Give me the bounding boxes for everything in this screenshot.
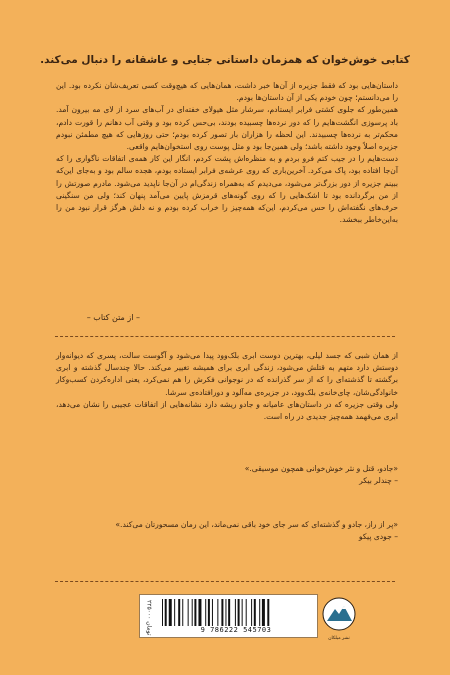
publisher-logo-icon — [322, 597, 356, 637]
tagline: کتابی خوش‌خوان که همزمان داستانی جنایی و عاشقانه را دنبال می‌کند. — [40, 54, 410, 66]
barcode-bars — [160, 599, 312, 626]
book-synopsis — [56, 350, 398, 423]
excerpt-paragraph: همین‌طور که جلوی کشتی فرابر ایستادم، سرشار مثل هیولای خفته‌ای در آب‌های سرد از لای مه بیرون آمد. باد پرسوزی انگشت‌هایم را که دور نرده‌ها چسبیده بودند، بی‌حس کرده بود و وقتی آب دهانم را قورت دادم، محکم‌تر به نرده‌ها چسبیدند. این لحظه را هزاران بار تصور کرده بودم؛ حتی روزهایی که هیچ مطمئن نبودم جزیره اصلاً وجود داشته باشد؛ ولی همین‌جا بود و مثل پوست روی استخوان‌هایم واقعی. — [56, 105, 398, 152]
excerpt-paragraph: داستان‌هایی بود که فقط جزیره از آن‌ها خبر داشت، همان‌هایی که هیچ‌وقت کسی تعریف‌شان نکرده بود. این را می‌دانستم؛ چون خودم یکی از آن داستان‌ها بودم. — [56, 81, 398, 103]
excerpt-source: – از متن کتاب – — [86, 313, 140, 322]
dashed-divider — [55, 581, 395, 582]
synopsis-paragraph: ولی وقتی جزیره که در داستان‌های عامیانه و جادو ریشه دارد نشانه‌هایی از اتفاقات عجیبی را نشان می‌دهد، ابری می‌فهمد همه‌چیز جدیدی در راه است. — [56, 399, 398, 422]
synopsis-paragraph: از همان شبی که جسد لیلی، بهترین دوست ابری بلک‌وود پیدا می‌شود و آگوست سالت، پسری که دیوانه‌وار دوستش دارد متهم به قتلش می‌شود، زندگی ابری برای همیشه تغییر می‌کند. حالا چندسال گذشته و ابری برگشته تا گذشته‌ای را که از سر گذرانده که در نوجوانی فکرش را هم نمی‌کرد، یعنی اداره‌کردن کسب‌وکار خانوادگی‌شان، چای‌خانه‌ی بلک‌وود، در جزیره‌ی مه‌آلود و دورافتاده‌ی سرشا. — [56, 351, 398, 397]
book-excerpt — [56, 80, 398, 226]
review-quote — [56, 519, 398, 543]
dashed-divider — [55, 336, 395, 337]
quote-author: – جودی پیکو — [358, 532, 398, 542]
isbn-number: 9 786222 545703 — [200, 626, 272, 634]
quote-author: – چندلر بیکر — [359, 476, 398, 486]
excerpt-paragraph: دست‌هایم را در جیب کتم فرو بردم و به منظره‌اش پشت کردم، انگار این کار همه‌ی اتفاقات ناگواری را که آن‌جا افتاده بود، پاک می‌کرد. آخرین‌باری که روی عرشه‌ی فرابر ایستاده بودم، هجده‌ سالم بود و به‌جای این‌که ببینم جزیره از دور بزرگ‌تر می‌شود، می‌دیدم که به‌همراه زندگی‌ام در آن‌جا ناپدید می‌شود. مادرم صورتش را از من برگردانده بود تا اشک‌هایی را که روی گونه‌های قرمزش پایین می‌آمد پنهان کند؛ ولی من سنگینی حرف‌های نگفته‌اش را حس می‌کردم، این‌که همه‌چیز را خراب کرده بودم و نه دلش هرگز قرار نبود من را به‌این‌خاطر ببخشد. — [56, 154, 398, 225]
review-quote — [56, 463, 398, 487]
quote-text: «جادو، قتل و نثر خوش‌خوانی همچون موسیقی.» — [244, 464, 398, 473]
quote-text: «پر از راز، جادو و گذشته‌ای که سر جای خود باقی نمی‌ماند، این رمان مسحورتان می‌کند.» — [115, 520, 398, 529]
publisher-name: نشر میلکان — [328, 636, 350, 641]
price-label: ۲۲۵۰۰۰ تومان — [145, 600, 153, 636]
